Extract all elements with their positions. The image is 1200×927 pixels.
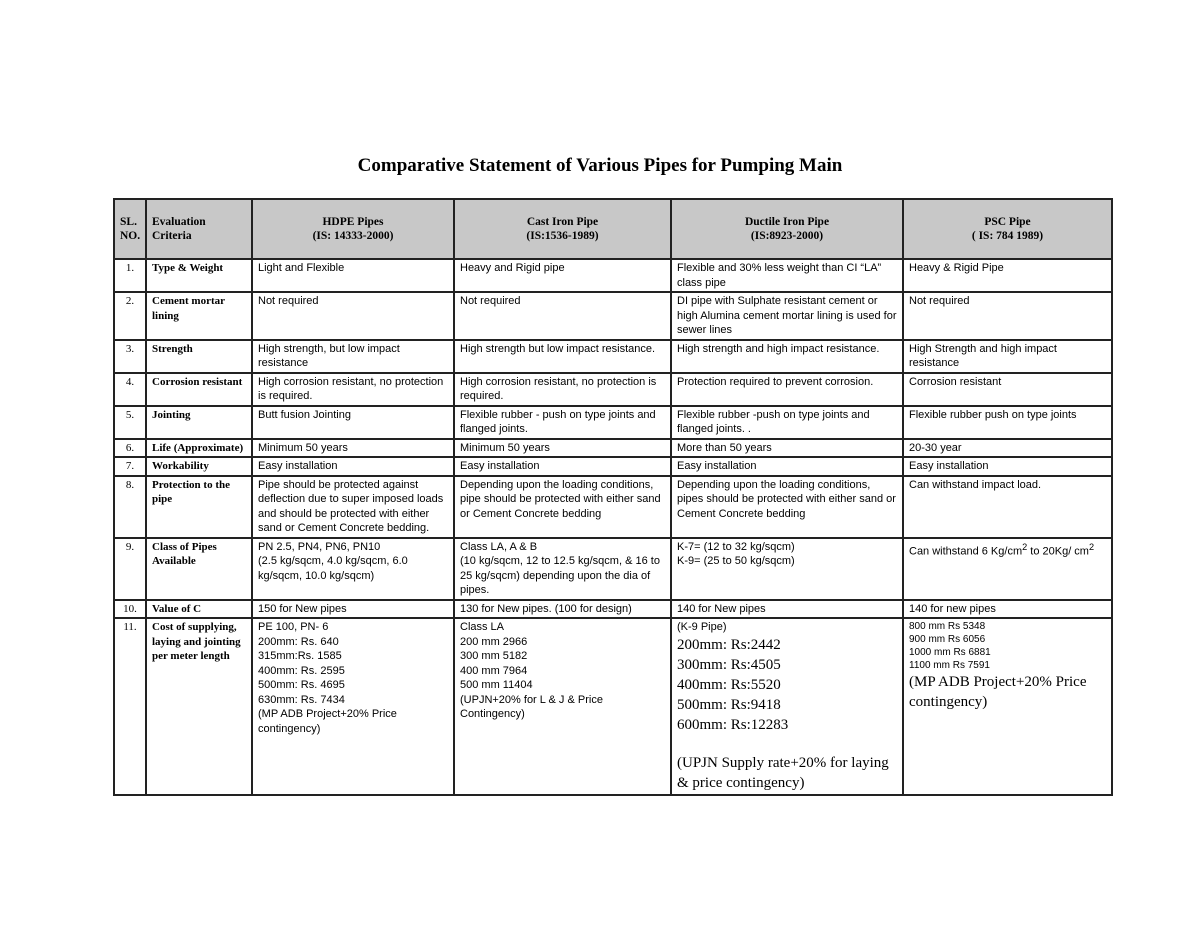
ductile-iron-cell: Protection required to prevent corrosion. [671,373,903,406]
table-row [114,476,1112,538]
ductile-iron-cell: Depending upon the loading conditions, pipes should be protected with either sand or Cement Concrete bedding [671,476,903,538]
table-row [114,618,1112,795]
ductile-iron-cell: Flexible and 30% less weight than CI “LA” class pipe [671,259,903,292]
psc-cell: 800 mm Rs 5348 900 mm Rs 6056 1000 mm Rs 6881 1100 mm Rs 7591 (MP ADB Project+20% Price contingency) [903,618,1112,795]
ductile-iron-cell: Easy installation [671,457,903,476]
hdpe-cell: Minimum 50 years [252,439,454,458]
criteria-cell: Cement mortar lining [146,292,252,340]
cast-iron-cell: Easy installation [454,457,671,476]
ductile-iron-cell: DI pipe with Sulphate resistant cement or high Alumina cement mortar lining is used for sewer lines [671,292,903,340]
table-row [114,600,1112,619]
criteria-cell: Class of Pipes Available [146,538,252,600]
header-criteria: Evaluation Criteria [146,199,252,259]
hdpe-cell: 150 for New pipes [252,600,454,619]
criteria-cell: Life (Approximate) [146,439,252,458]
cast-iron-cell: Flexible rubber - push on type joints and flanged joints. [454,406,671,439]
header-cast-iron: Cast Iron Pipe (IS:1536-1989) [454,199,671,259]
table-row [114,406,1112,439]
criteria-cell: Type & Weight [146,259,252,292]
table-row [114,292,1112,340]
criteria-cell: Cost of supplying, laying and jointing per meter length [146,618,252,795]
hdpe-cell: High corrosion resistant, no protection is required. [252,373,454,406]
psc-cell: Heavy & Rigid Pipe [903,259,1112,292]
hdpe-cell: High strength, but low impact resistance [252,340,454,373]
sl-cell: 1. [114,259,146,292]
sl-cell: 8. [114,476,146,538]
cast-iron-cell: Class LA, A & B (10 kg/sqcm, 12 to 12.5 kg/sqcm, & 16 to 25 kg/sqcm) depending upon the dia of pipes. [454,538,671,600]
criteria-cell: Jointing [146,406,252,439]
cast-iron-cell: High corrosion resistant, no protection is required. [454,373,671,406]
comparison-table [113,198,1113,796]
criteria-cell: Protection to the pipe [146,476,252,538]
sl-cell: 10. [114,600,146,619]
header-hdpe: HDPE Pipes (IS: 14333-2000) [252,199,454,259]
cast-iron-cell: Not required [454,292,671,340]
sl-cell: 3. [114,340,146,373]
sl-cell: 5. [114,406,146,439]
cast-iron-cell: Heavy and Rigid pipe [454,259,671,292]
sl-cell: 9. [114,538,146,600]
ductile-iron-cell: 140 for New pipes [671,600,903,619]
header-psc: PSC Pipe ( IS: 784 1989) [903,199,1112,259]
header-sl: SL. NO. [114,199,146,259]
psc-cell: Can withstand impact load. [903,476,1112,538]
sl-cell: 2. [114,292,146,340]
cast-iron-cell: Class LA 200 mm 2966 300 mm 5182 400 mm 7964 500 mm 11404 (UPJN+20% for L & J & Price Contingency) [454,618,671,795]
ductile-iron-cell: (K-9 Pipe) 200mm: Rs:2442 300mm: Rs:4505 400mm: Rs:5520 500mm: Rs:9418 600mm: Rs:12283 (UPJN Supply rate+20% for laying & price contingency) [671,618,903,795]
psc-cell: 20-30 year [903,439,1112,458]
table-row [114,538,1112,600]
psc-cell: High Strength and high impact resistance [903,340,1112,373]
table-row [114,373,1112,406]
psc-cell: Easy installation [903,457,1112,476]
hdpe-cell: Not required [252,292,454,340]
sl-cell: 6. [114,439,146,458]
header-row [114,199,1112,259]
ductile-iron-cell: Flexible rubber -push on type joints and flanged joints. . [671,406,903,439]
psc-cell: Can withstand 6 $Kg/cm^2$ to 20Kg/ $cm^2$ [903,538,1112,600]
ductile-iron-cell: K-7= (12 to 32 kg/sqcm) K-9= (25 to 50 kg/sqcm) [671,538,903,600]
cast-iron-cell: Depending upon the loading conditions, pipe should be protected with either sand or Cement Concrete bedding [454,476,671,538]
sl-cell: 11. [114,618,146,795]
hdpe-cell: Light and Flexible [252,259,454,292]
ductile-iron-cell: High strength and high impact resistance. [671,340,903,373]
psc-cell: Flexible rubber push on type joints [903,406,1112,439]
criteria-cell: Workability [146,457,252,476]
psc-cell: Corrosion resistant [903,373,1112,406]
table-row [114,457,1112,476]
table-row [114,340,1112,373]
cast-iron-cell: High strength but low impact resistance. [454,340,671,373]
ductile-iron-cell: More than 50 years [671,439,903,458]
cast-iron-cell: Minimum 50 years [454,439,671,458]
criteria-cell: Corrosion resistant [146,373,252,406]
header-ductile-iron: Ductile Iron Pipe (IS:8923-2000) [671,199,903,259]
cast-iron-cell: 130 for New pipes. (100 for design) [454,600,671,619]
table-row [114,439,1112,458]
hdpe-cell: PE 100, PN- 6 200mm: Rs. 640 315mm:Rs. 1585 400mm: Rs. 2595 500mm: Rs. 4695 630mm: Rs. 7434 (MP ADB Project+20% Price contingency) [252,618,454,795]
criteria-cell: Value of C [146,600,252,619]
hdpe-cell: Easy installation [252,457,454,476]
sl-cell: 7. [114,457,146,476]
psc-cell: Not required [903,292,1112,340]
page-title: Comparative Statement of Various Pipes for Pumping Main [357,155,843,176]
table-row [114,259,1112,292]
sl-cell: 4. [114,373,146,406]
hdpe-cell: Pipe should be protected against deflection due to super imposed loads and should be protected with either sand or Cement Concrete bedding. [252,476,454,538]
criteria-cell: Strength [146,340,252,373]
hdpe-cell: PN 2.5, PN4, PN6, PN10 (2.5 kg/sqcm, 4.0 kg/sqcm, 6.0 kg/sqcm, 10.0 kg/sqcm) [252,538,454,600]
hdpe-cell: Butt fusion Jointing [252,406,454,439]
psc-cell: 140 for new pipes [903,600,1112,619]
